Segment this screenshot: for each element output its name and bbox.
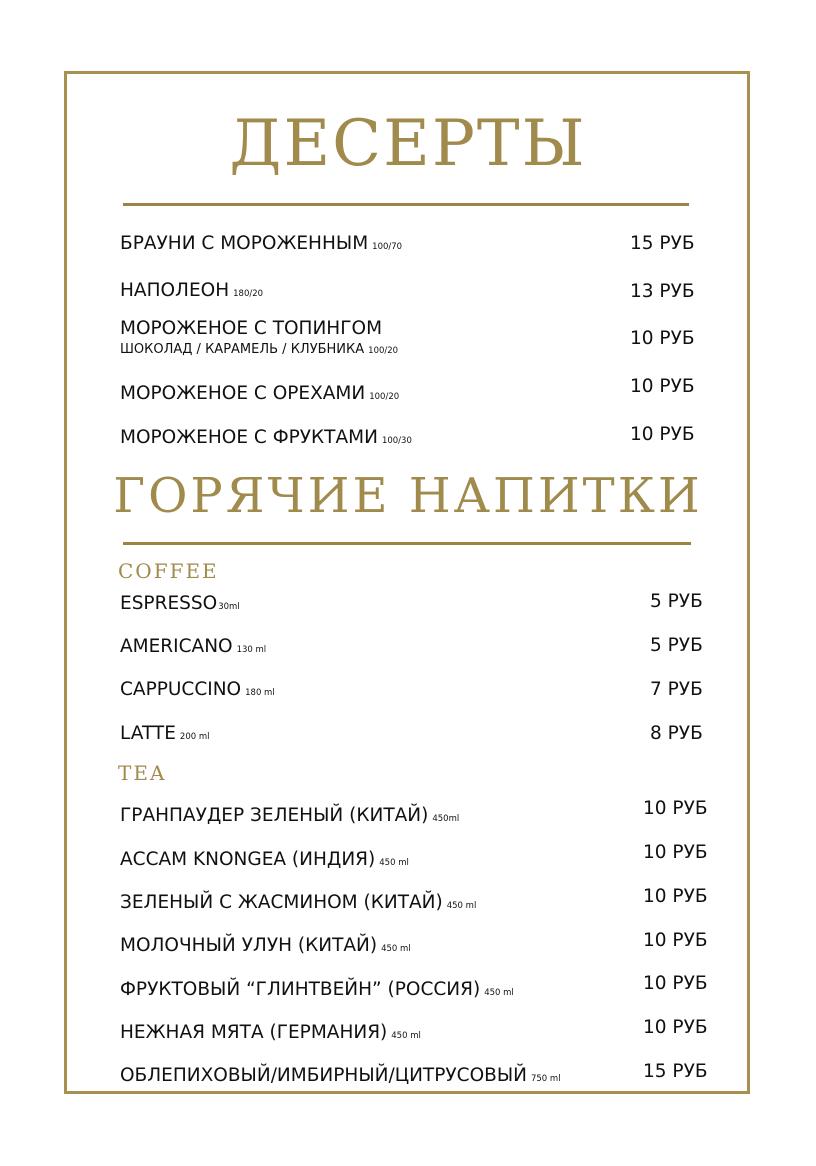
item-price: 10 РУБ — [630, 328, 695, 349]
item-qty: 100/20 — [368, 346, 399, 356]
item-price: 10 РУБ — [643, 930, 708, 951]
item-qty: 100/30 — [381, 436, 412, 446]
item-qty: 450 ml — [391, 1031, 421, 1041]
item-qty: 100/20 — [369, 392, 400, 402]
item-qty: 180 ml — [245, 688, 275, 698]
item-price: 15 РУБ — [643, 1061, 708, 1082]
item-price: 10 РУБ — [643, 1017, 708, 1038]
item-name: ESPRESSO — [120, 593, 218, 614]
menu-item — [120, 232, 402, 259]
item-name: НАПОЛЕОН — [120, 280, 230, 301]
menu-item — [120, 804, 459, 831]
item-name: НЕЖНАЯ МЯТА (ГЕРМАНИЯ) — [120, 1022, 388, 1043]
item-price: 10 РУБ — [643, 798, 708, 819]
menu-item — [120, 382, 399, 409]
item-price: 13 РУБ — [630, 281, 695, 302]
item-qty: 30ml — [218, 602, 240, 612]
menu-item — [120, 426, 412, 453]
item-qty: 200 ml — [179, 732, 210, 742]
menu-item — [120, 934, 411, 961]
menu-item — [120, 635, 266, 662]
item-qty: 450 ml — [446, 901, 477, 911]
item-name: МОЛОЧНЫЙ УЛУН (КИТАЙ) — [120, 935, 378, 956]
item-qty: 180/20 — [233, 289, 264, 299]
item-price: 5 РУБ — [650, 591, 703, 612]
menu-item — [120, 317, 398, 360]
item-name: ЗЕЛЕНЫЙ С ЖАСМИНОМ (КИТАЙ) — [120, 892, 443, 913]
menu-item — [120, 678, 275, 705]
hot-drinks-divider — [123, 542, 691, 545]
item-price: 5 РУБ — [650, 635, 703, 656]
tea-subtitle: TEA — [118, 761, 167, 785]
item-qty: 450 ml — [381, 944, 411, 954]
item-name: CAPPUCCINO — [120, 679, 242, 700]
item-qty: 450 ml — [484, 988, 514, 998]
menu-item — [120, 722, 210, 749]
desserts-divider — [123, 203, 689, 206]
coffee-subtitle: COFFEE — [118, 559, 219, 583]
item-price: 10 РУБ — [630, 424, 695, 445]
item-name: AMERICANO — [120, 636, 233, 657]
item-price: 8 РУБ — [650, 723, 703, 744]
menu-item — [120, 1021, 421, 1048]
item-description — [120, 341, 398, 360]
item-price: 10 РУБ — [643, 842, 708, 863]
hot-drinks-title: ГОРЯЧИЕ НАПИТКИ — [113, 468, 703, 524]
item-qty: 750 ml — [530, 1074, 561, 1084]
menu-item — [120, 978, 514, 1005]
item-price: 15 РУБ — [630, 233, 695, 254]
item-qty: 100/70 — [372, 242, 403, 252]
item-qty: 450ml — [432, 814, 460, 824]
item-price: 10 РУБ — [630, 376, 695, 397]
item-name: АССАМ KNONGEA (ИНДИЯ) — [120, 849, 376, 870]
item-qty: 450 ml — [379, 858, 409, 868]
menu-item — [120, 891, 476, 918]
item-name: ГРАНПАУДЕР ЗЕЛЕНЫЙ (КИТАЙ) — [120, 805, 429, 826]
menu-item — [120, 848, 409, 875]
desserts-title: ДЕСЕРТЫ — [229, 107, 587, 181]
item-name: БРАУНИ С МОРОЖЕННЫМ — [120, 233, 369, 254]
item-name: МОРОЖЕНОЕ С ОРЕХАМИ — [120, 383, 366, 404]
item-qty: 130 ml — [236, 645, 267, 655]
item-name: МОРОЖЕНОЕ С ТОПИНГОМ — [120, 318, 383, 339]
item-name: МОРОЖЕНОЕ С ФРУКТАМИ — [120, 427, 378, 448]
menu-item — [120, 1064, 561, 1091]
item-name: ОБЛЕПИХОВЫЙ/ИМБИРНЫЙ/ЦИТРУСОВЫЙ — [120, 1065, 527, 1086]
menu-item — [120, 279, 263, 306]
menu-item — [120, 592, 240, 619]
item-price: 10 РУБ — [643, 886, 708, 907]
item-name: ФРУКТОВЫЙ “ГЛИНТВЕЙН” (РОССИЯ) — [120, 979, 481, 1000]
item-name: LATTE — [120, 723, 176, 744]
item-desc-text: ШОКОЛАД / КАРАМЕЛЬ / КЛУБНИКА — [120, 342, 365, 357]
item-price: 7 РУБ — [650, 679, 703, 700]
item-price: 10 РУБ — [643, 973, 708, 994]
